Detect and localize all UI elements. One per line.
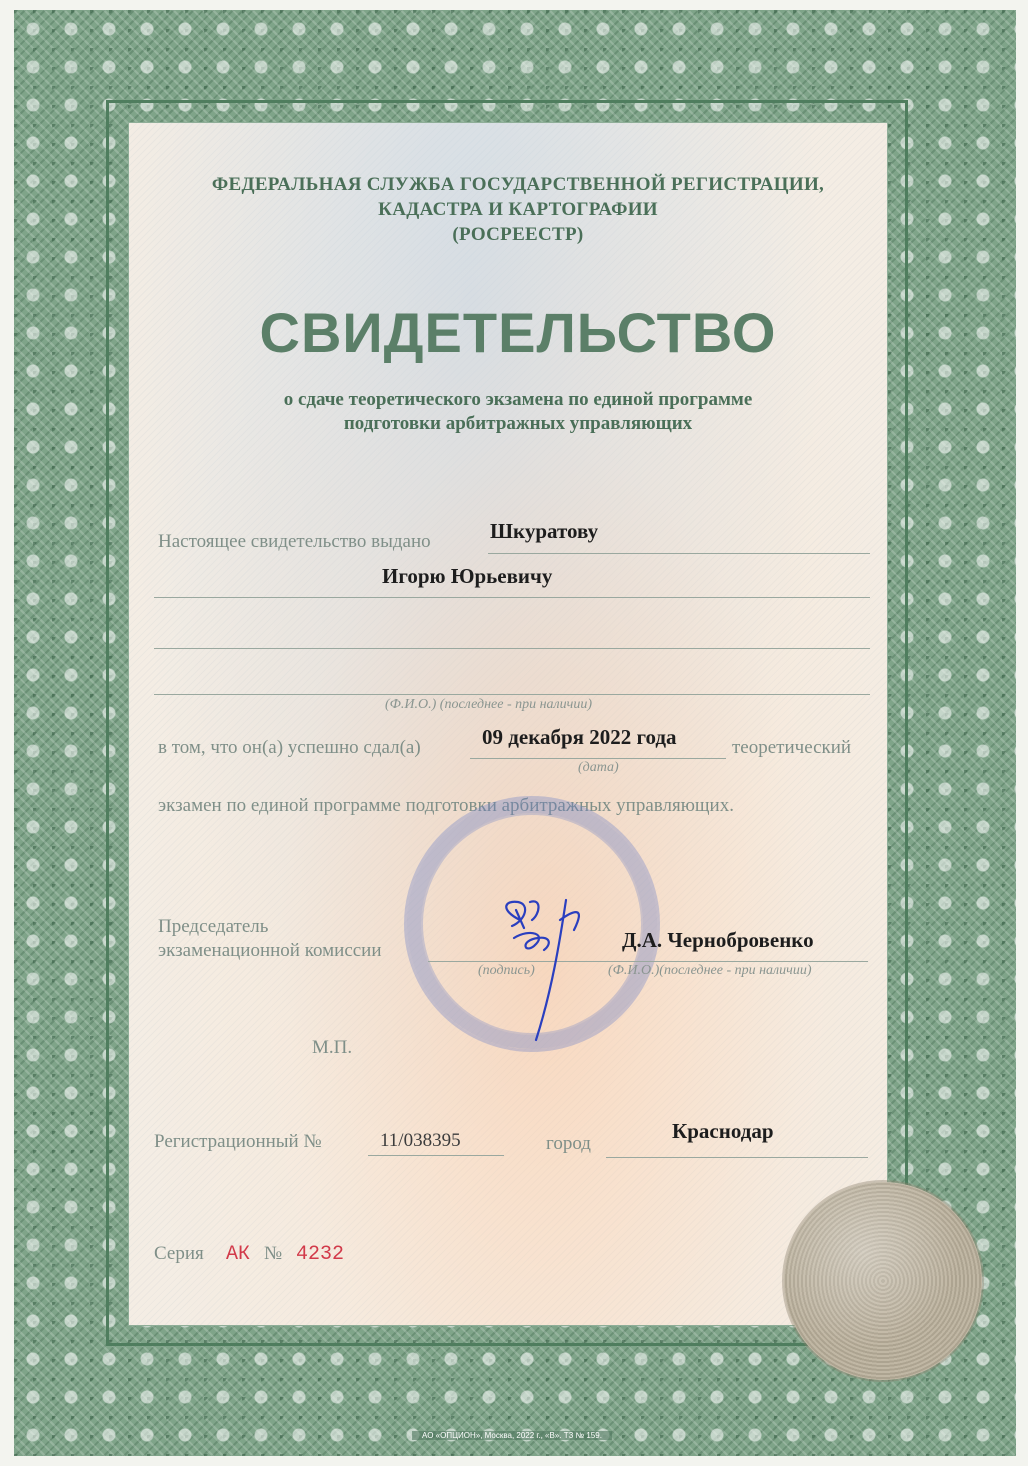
city-value: Краснодар — [672, 1119, 774, 1143]
series-number-sign: № — [264, 1243, 283, 1264]
subtitle-line-2: подготовки арбитражных управляющих — [343, 413, 693, 434]
series-label: Серия — [154, 1243, 204, 1264]
recipient-name-patronymic: Игорю Юрьевичу — [382, 564, 553, 588]
registration-label: Регистрационный № — [154, 1131, 322, 1152]
hologram-sticker — [784, 1182, 982, 1380]
date-rule — [470, 758, 726, 759]
series-code: АК — [226, 1243, 251, 1266]
agency-line-2: КАДАСТРА И КАРТОГРАФИИ — [378, 199, 658, 220]
subtitle-line-1: о сдаче теоретического экзамена по единой программе — [283, 389, 753, 410]
document-title: СВИДЕТЕЛЬСТВО — [259, 301, 777, 364]
agency-header — [128, 172, 908, 247]
chairman-label-line-2: экзаменационной комиссии — [158, 940, 382, 961]
printer-imprint: АО «ОПЦИОН», Москва, 2022 г., «В». ТЗ № 159. — [412, 1431, 612, 1440]
name-rule-3 — [154, 694, 870, 695]
date-caption: (дата) — [578, 760, 619, 775]
exam-date: 09 декабря 2022 года — [482, 725, 677, 749]
exam-line-2: экзамен по единой программе подготовки арбитражных управляющих. — [158, 795, 734, 816]
name-rule-1 — [154, 597, 870, 598]
chairman-label-line-1: Председатель — [158, 916, 269, 937]
recipient-surname: Шкуратову — [490, 519, 599, 543]
handwritten-signature — [490, 880, 600, 1050]
city-rule — [606, 1157, 868, 1158]
exam-label-after: теоретический — [732, 737, 852, 758]
chairman-name: Д.А. Чернобровенко — [622, 928, 814, 952]
issued-to-label: Настоящее свидетельство выдано — [158, 531, 431, 552]
name-rule-2 — [154, 648, 870, 649]
signature-caption: (подпись) — [478, 963, 535, 978]
document-subtitle — [128, 388, 908, 436]
stamp-place-label: М.П. — [312, 1037, 353, 1058]
agency-line-1: ФЕДЕРАЛЬНАЯ СЛУЖБА ГОСУДАРСТВЕННОЙ РЕГИСТРАЦИИ, — [211, 174, 825, 195]
series-number: 4232 — [296, 1243, 345, 1266]
city-label: город — [546, 1133, 591, 1154]
registration-rule — [368, 1155, 504, 1156]
registration-number: 11/038395 — [380, 1130, 461, 1151]
surname-rule — [488, 553, 870, 554]
fio-caption: (Ф.И.О.) (последнее - при наличии) — [385, 697, 593, 712]
agency-line-3: (РОСРЕЕСТР) — [452, 224, 584, 245]
chairman-name-caption: (Ф.И.О.)(последнее - при наличии) — [608, 963, 812, 978]
exam-label-before: в том, что он(а) успешно сдал(а) — [158, 737, 421, 758]
